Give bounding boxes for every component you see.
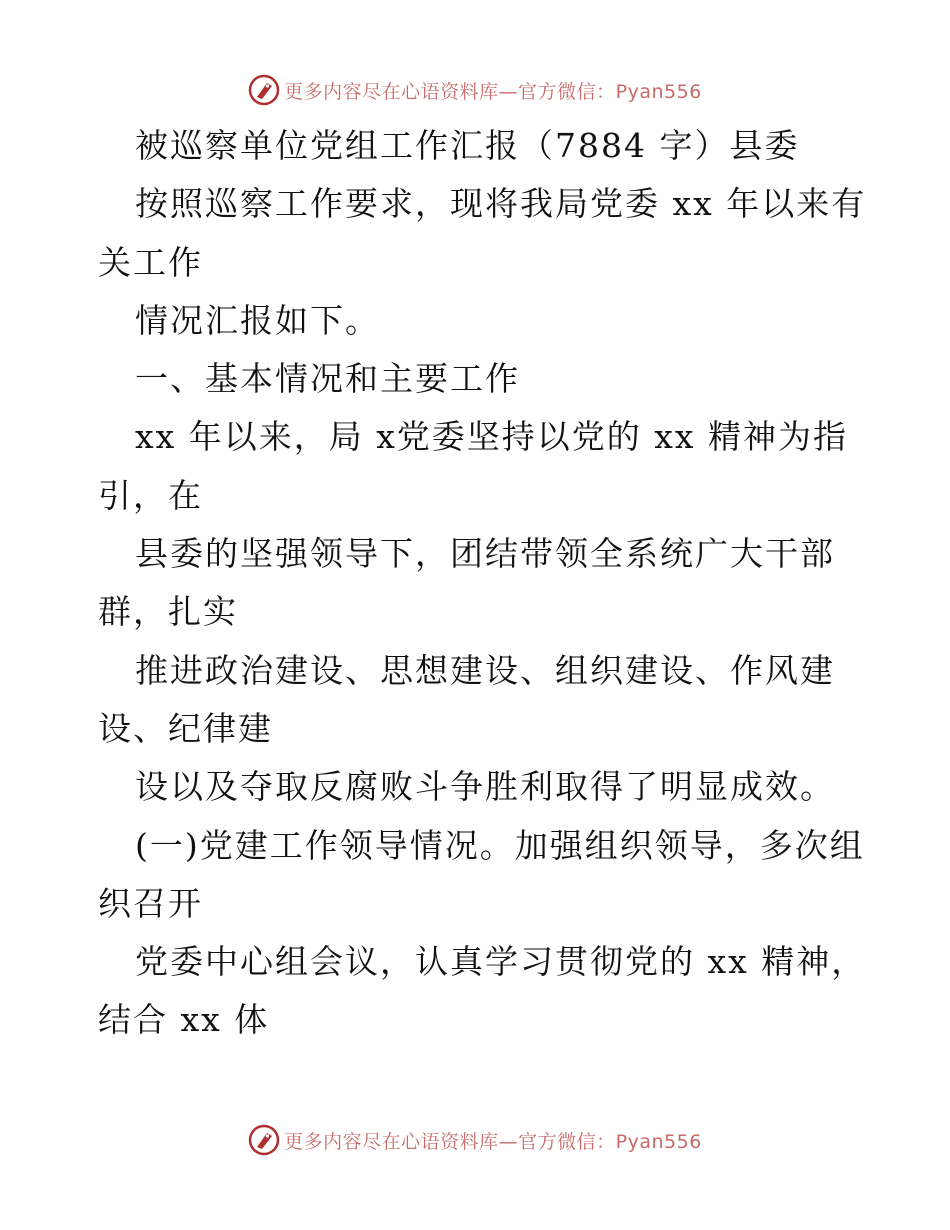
document-body (98, 117, 878, 1050)
paragraph-line: 县委的坚强领导下，团结带领全系统广大干部 (135, 534, 835, 574)
document-title: 被巡察单位党组工作汇报（7884 字）县委 (135, 126, 800, 165)
paragraph-line: 党委中心组会议，认真学习贯彻党的 xx 精神， (135, 942, 867, 982)
pen-nib-logo-icon (248, 1124, 280, 1156)
paragraph-line: 情况汇报如下。 (135, 300, 380, 340)
paragraph-line: 关工作 (98, 242, 203, 282)
paragraph-line: xx 年以来，局 x党委坚持以党的 xx 精神为指 (135, 417, 849, 457)
paragraph-line: 设以及夺取反腐败斗争胜利取得了明显成效。 (135, 767, 835, 807)
watermark-header (0, 70, 950, 110)
subsection-heading: (一)党建工作领导情况。加强组织领导，多次组 (135, 825, 865, 865)
pen-nib-logo-icon (248, 74, 280, 106)
paragraph-line: 群，扎实 (98, 592, 238, 632)
section-heading: 一、基本情况和主要工作 (135, 359, 520, 399)
paragraph-line: 织召开 (98, 883, 203, 923)
watermark-footer (0, 1120, 950, 1160)
watermark-text: 更多内容尽在心语资料库—官方微信：Pyan556 (284, 1130, 702, 1153)
paragraph-line: 结合 xx 体 (98, 1000, 270, 1040)
paragraph-line: 按照巡察工作要求，现将我局党委 xx 年以来有 (135, 184, 867, 224)
watermark-text: 更多内容尽在心语资料库—官方微信：Pyan556 (284, 80, 702, 103)
paragraph-line: 推进政治建设、思想建设、组织建设、作风建 (135, 650, 835, 690)
paragraph-line: 引，在 (98, 475, 203, 515)
paragraph-line: 设、纪律建 (98, 708, 273, 748)
